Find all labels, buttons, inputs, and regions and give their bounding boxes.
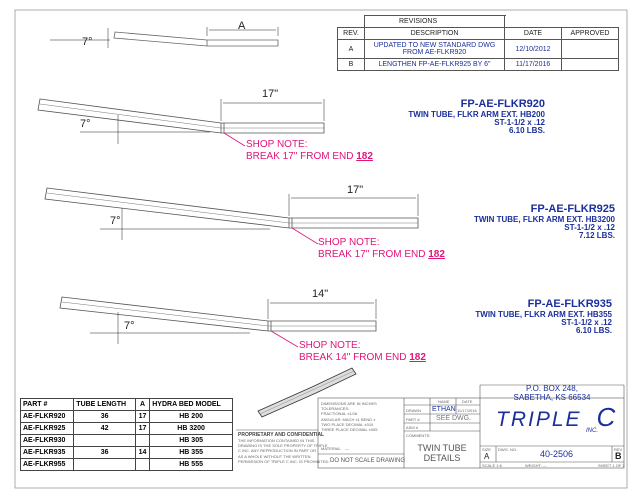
proprietary-notice — [238, 432, 330, 464]
table-cell: AE-FLKR920 — [21, 411, 74, 423]
part-1-note-ref: 182 — [356, 150, 373, 162]
table-row — [21, 447, 233, 459]
company-inc: INC. — [585, 428, 598, 434]
sheet-label: SHEET 1 OF 1 — [598, 463, 625, 468]
revision-description: LENGTHEN FP-AE-FLKR925 BY 6" — [365, 59, 505, 71]
table-cell: 17 — [135, 423, 149, 435]
part-3-note-ref: 182 — [409, 351, 426, 363]
revision-row — [338, 59, 619, 71]
part-3-note-title: SHOP NOTE: — [299, 340, 361, 351]
part-1-part-number: FP-AE-FLKR920 — [460, 98, 545, 110]
drawing-title-line-1: TWIN TUBE — [417, 443, 467, 453]
company-c: C — [596, 402, 616, 432]
rev-value: B — [615, 451, 622, 461]
tolerance-line: FRACTIONAL ±1/16 — [321, 411, 358, 417]
weight-label: WEIGHT: --- — [525, 463, 547, 468]
top-view-angle: 7° — [82, 36, 93, 48]
revision-row — [338, 40, 619, 59]
tolerance-line: THREE PLACE DECIMAL ±005 — [321, 426, 378, 432]
revision-approved — [562, 40, 619, 59]
address-line-1: P.O. BOX 248, — [526, 384, 578, 393]
part-1-note-title: SHOP NOTE: — [246, 139, 308, 150]
proprietary-line: AS A WHOLE WITHOUT THE WRITTEN — [238, 453, 311, 459]
part-2-note-ref: 182 — [428, 248, 445, 260]
part-1-shop-note — [246, 139, 373, 162]
tolerance-line: TOLERANCES: — [321, 406, 350, 412]
proprietary-line: DRAWING IS THE SOLE PROPERTY OF TRIPLE — [238, 443, 328, 449]
revision-rev: B — [338, 59, 365, 71]
proprietary-line: C INC. ANY REPRODUCTION IN PART OR — [238, 448, 317, 454]
tolerance-notes — [321, 401, 378, 432]
table-cell: HB 3200 — [150, 423, 233, 435]
table-row — [21, 435, 233, 447]
part-2-part-number: FP-AE-FLKR925 — [530, 203, 615, 215]
revision-description — [365, 40, 505, 59]
top-view-dim-a: A — [238, 20, 246, 32]
revision-date: 11/17/2016 — [505, 59, 562, 71]
tolerance-line: ANGULAR: MACH ±1 BEND ± — [321, 416, 376, 422]
table-cell: AE-FLKR930 — [21, 435, 74, 447]
size-label: SIZE — [482, 447, 491, 452]
table-cell: 36 — [74, 447, 136, 459]
part-1-stock: ST-1-1/2 x .12 — [494, 117, 545, 127]
table-cell — [135, 435, 149, 447]
part-3-length-dim: 14" — [312, 288, 329, 300]
table-cell — [135, 459, 149, 471]
part-2-tube — [45, 188, 418, 244]
part-3-name: TWIN TUBE, FLKR ARM EXT. HB355 — [475, 309, 612, 319]
revision-approved — [562, 59, 619, 71]
table-cell: AE-FLKR925 — [21, 423, 74, 435]
part-3-stock: ST-1-1/2 x .12 — [561, 317, 612, 327]
drawing-number: 40-2506 — [540, 449, 574, 459]
part-3-shop-note — [299, 340, 426, 363]
tolerance-line: DIMENSIONS ARE IN INCHES — [321, 401, 377, 406]
address-block — [480, 385, 624, 403]
revision-description-line-1: UPDATED TO NEW STANDARD DWG — [373, 41, 496, 49]
proprietary-line: THE INFORMATION CONTAINED IN THIS — [238, 438, 315, 443]
scale-label: SCALE 1:6 — [482, 463, 502, 468]
description-col-header: DESCRIPTION — [365, 28, 505, 40]
dwg-no-label: DWG. NO. — [498, 447, 518, 452]
table-row — [21, 423, 233, 435]
table-cell: HB 200 — [150, 411, 233, 423]
material-label: MATERIAL — [321, 446, 341, 451]
drawing-title — [404, 444, 480, 464]
date-label: DATE — [462, 399, 473, 404]
table-cell: HB 355 — [150, 447, 233, 459]
approved-col-header: APPROVED — [562, 28, 619, 40]
part-3-angle: 7° — [124, 320, 135, 332]
revision-description-line-2: FROM AE-FLKR920 — [402, 49, 467, 56]
proprietary-line: PERMISSION OF TRIPLE C INC. IS PROHIBITED. — [238, 458, 330, 464]
part-2-note-text: BREAK 17" FROM END 182 — [318, 248, 445, 260]
company-logo — [496, 402, 621, 433]
drawn-date: 11/17/2016 — [457, 408, 477, 413]
address-line-2: SABETHA, KS 66534 — [513, 392, 591, 402]
table-row — [21, 459, 233, 471]
part-3-part-number: FP-AE-FLKR935 — [527, 298, 612, 310]
part-2-stock: ST-1-1/2 x .12 — [564, 222, 615, 232]
material-value: --- — [345, 446, 349, 451]
part-2-note-title: SHOP NOTE: — [318, 237, 380, 248]
drawing-title-line-2: DETAILS — [423, 452, 461, 463]
table-cell: HB 555 — [150, 459, 233, 471]
date-col-header: DATE — [505, 28, 562, 40]
comments-label: COMMENTS: — [406, 433, 431, 438]
drawn-label: DRAWN — [406, 408, 421, 413]
do-not-scale-note: DO NOT SCALE DRAWING — [330, 458, 406, 464]
part-1-note-text: BREAK 17" FROM END 182 — [246, 150, 373, 162]
part-3-note-text: BREAK 14" FROM END 182 — [299, 351, 426, 363]
rev-col-header: REV. — [338, 28, 365, 40]
proprietary-title: PROPRIETARY AND CONFIDENTIAL — [238, 432, 325, 438]
part-3-label — [475, 299, 612, 336]
rev-label: REV — [614, 447, 623, 452]
revisions-table — [337, 15, 619, 71]
company-name: TRIPLE — [496, 408, 582, 431]
name-label: NAME — [438, 399, 450, 404]
table-cell: 17 — [135, 411, 149, 423]
table-row — [21, 411, 233, 423]
part-2-shop-note — [318, 237, 445, 260]
hydra-bed-model-header: HYDRA BED MODEL — [150, 399, 233, 411]
part-2-weight: 7.12 LBS. — [578, 231, 615, 241]
revision-date: 12/10/2012 — [505, 40, 562, 59]
part-value: SEE DWG. — [436, 415, 472, 422]
part-1-angle: 7° — [80, 118, 91, 130]
size-value: A — [484, 452, 490, 461]
parts-table — [20, 398, 233, 471]
part-number-header: PART # — [21, 399, 74, 411]
tube-length-header: TUBE LENGTH — [74, 399, 136, 411]
revisions-title: REVISIONS — [365, 16, 505, 28]
part-1-weight: 6.10 LBS. — [508, 126, 545, 136]
part-1-length-dim: 17" — [262, 88, 279, 100]
part-2-angle: 7° — [110, 215, 121, 227]
table-cell: AE-FLKR955 — [21, 459, 74, 471]
part-2-label — [474, 204, 615, 241]
table-cell: 42 — [74, 423, 136, 435]
part-1-label — [408, 99, 545, 136]
parts-table-header — [21, 399, 233, 411]
table-cell — [74, 459, 136, 471]
part-2-length-dim: 17" — [347, 184, 364, 196]
table-cell — [74, 435, 136, 447]
table-cell: 14 — [135, 447, 149, 459]
revision-rev: A — [338, 40, 365, 59]
drawn-by: ETHAN — [432, 406, 456, 413]
tolerance-line: TWO PLACE DECIMAL ±010 — [321, 421, 374, 427]
part-1-name: TWIN TUBE, FLKR ARM EXT. HB200 — [408, 109, 545, 119]
table-cell: AE-FLKR935 — [21, 447, 74, 459]
part-label: PART # — [406, 417, 420, 422]
table-cell: 36 — [74, 411, 136, 423]
a-header: A — [135, 399, 149, 411]
part-2-name: TWIN TUBE, FLKR ARM EXT. HB3200 — [473, 214, 615, 224]
table-cell: HB 305 — [150, 435, 233, 447]
asm-label: ASM # — [406, 425, 419, 430]
part-3-weight: 6.10 LBS. — [575, 326, 612, 336]
